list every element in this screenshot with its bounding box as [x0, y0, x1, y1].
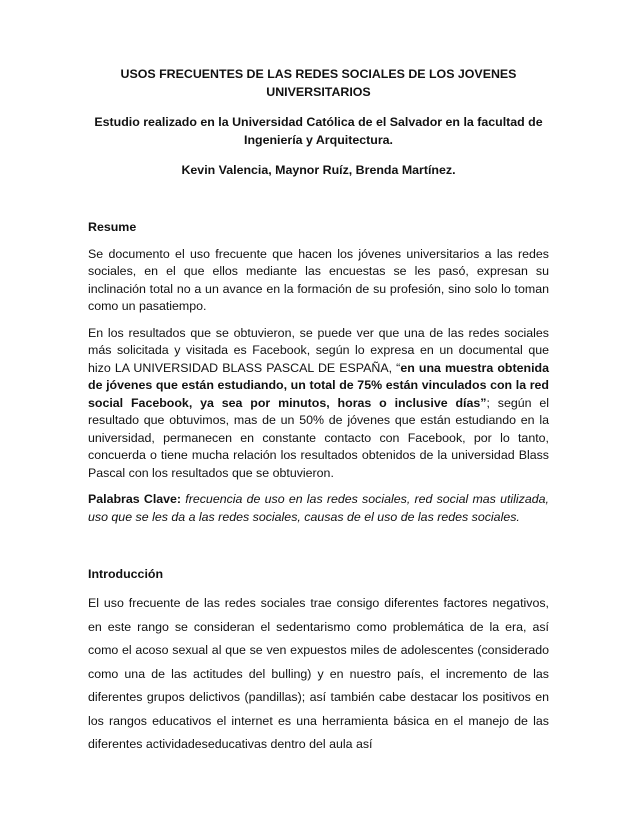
- keywords-paragraph: [88, 491, 549, 526]
- resume-paragraph-2-end: ; según el resultado que obtuvimos, mas de un 50% de jóvenes que están estudiando en la universidad, permanecen en constante contacto con Facebook, por lo tanto, concuerda o tiene mucha relación los resultados obtenidos de la universidad Blass Pascal con los resultados que se obtuvieron.: [88, 395, 550, 480]
- introduction-heading: Introducción: [88, 567, 164, 581]
- resume-paragraph-2: [88, 325, 549, 483]
- resume-paragraph-2-start: En los resultados que se obtuvieron, se puede ver que una de las redes sociales más solicitada y visitada es Facebook, según lo expresa en un documental que hizo LA UNIVERSIDAD BLASS PASCAL DE ESPAÑA, “: [88, 325, 549, 375]
- introduction-paragraph: El uso frecuente de las redes sociales trae consigo diferentes factores negativos, en este rango se consideran el sedentarismo como problemática de la era, así como el acoso sexual al que se ven expuestos miles de adolescentes (considerado como una de las actitudes del bulling) y en nuestro país, el incremento de las diferentes grupos delictivos (pandillas); así también cabe destacar los positivos en los rangos educativos el internet es una herramienta básica en el manejo de las diferentes actividadeseducativas dentro del aula así: [88, 596, 549, 751]
- keywords-text: frecuencia de uso en las redes sociales, red social mas utilizada, uso que se les da a las redes sociales, causas de el uso de las redes sociales.: [88, 492, 549, 524]
- keywords-label: Palabras Clave:: [88, 492, 182, 506]
- resume-paragraph-1: Se documento el uso frecuente que hacen los jóvenes universitarios a las redes sociales, en el que ellos mediante las encuestas se les pasó, expresan su inclinación total no a un avance en la formación de su profesión, sino solo lo toman como un pasatiempo.: [88, 246, 549, 313]
- resume-quote-bold: en una muestra obtenida de jóvenes que están estudiando, un total de 75% están vinculados con la red social Facebook, ya sea por minutos, horas o inclusive días”: [88, 360, 549, 410]
- document-title: USOS FRECUENTES DE LAS REDES SOCIALES DE LOS JOVENES UNIVERSITARIOS: [120, 67, 517, 99]
- document-subtitle: Estudio realizado en la Universidad Católica de el Salvador en la facultad de Ingeniería y Arquitectura.: [94, 115, 543, 147]
- document-authors: Kevin Valencia, Maynor Ruíz, Brenda Martínez.: [181, 163, 456, 177]
- resume-heading: Resume: [88, 219, 137, 234]
- document-page: [88, 66, 549, 757]
